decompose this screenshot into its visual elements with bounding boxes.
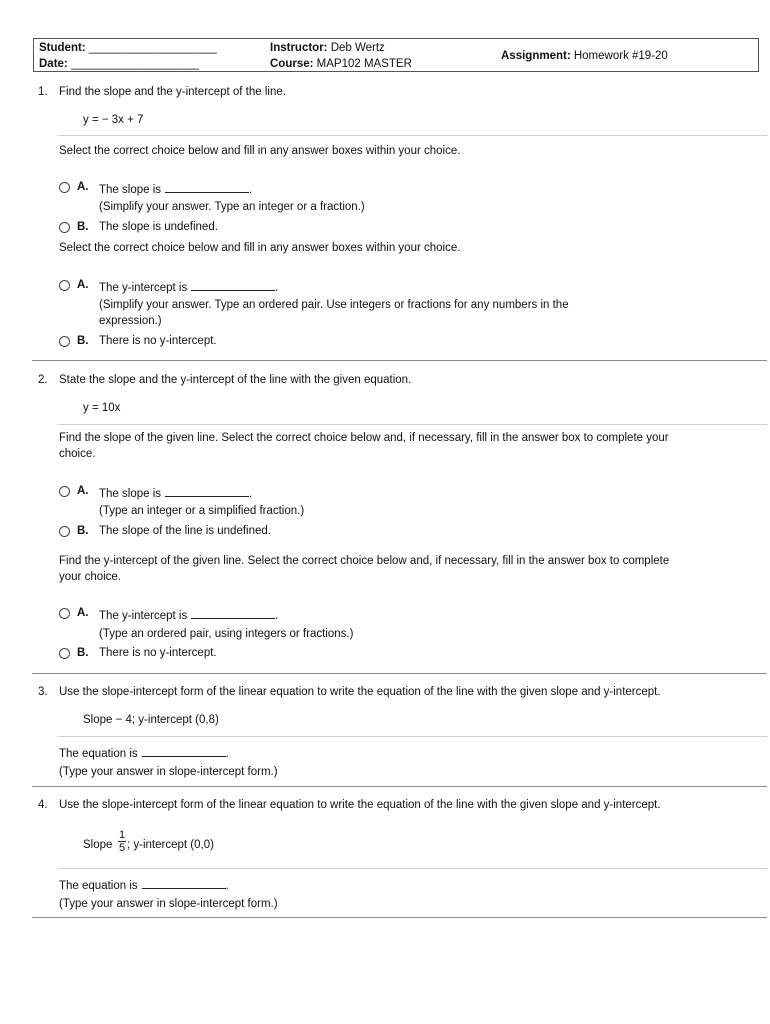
slope-label: Slope: [83, 839, 113, 851]
instruction: your choice.: [59, 571, 122, 583]
choice-text: There is no y-intercept.: [99, 335, 217, 347]
student-field: [39, 40, 217, 56]
radio-button[interactable]: [59, 608, 70, 619]
divider: [58, 868, 767, 869]
hint: (Simplify your answer. Type an integer or a fraction.): [99, 201, 365, 213]
question-prompt: Use the slope-intercept form of the linear equation to write the equation of the line with the given slope and y-intercept.: [59, 799, 661, 811]
divider: [58, 135, 767, 136]
answer-box[interactable]: [142, 745, 226, 757]
answer-box[interactable]: [165, 181, 249, 193]
radio-button[interactable]: [59, 526, 70, 537]
choice-text: The slope is .: [99, 485, 252, 500]
question-number: 1.: [38, 86, 48, 98]
course-field: [270, 56, 412, 72]
question-divider: [32, 673, 767, 674]
assignment-field: [501, 48, 668, 64]
date-field: [39, 56, 199, 72]
divider: [58, 736, 767, 737]
assignment-value: Homework #19-20: [573, 50, 668, 62]
course-value: MAP102 MASTER: [316, 58, 412, 70]
assignment-header: [33, 38, 759, 72]
question-prompt: State the slope and the y-intercept of the line with the given equation.: [59, 374, 412, 386]
radio-button[interactable]: [59, 222, 70, 233]
hint: expression.): [99, 315, 162, 327]
question-divider: [32, 360, 767, 361]
radio-button[interactable]: [59, 486, 70, 497]
instruction: Find the slope of the given line. Select the correct choice below and, if necessary, fill in the answer box to complete your: [59, 432, 669, 444]
choice-text: The slope is undefined.: [99, 221, 218, 233]
choice-letter: A.: [77, 181, 89, 193]
hint: (Type your answer in slope-intercept form.): [59, 766, 278, 778]
choice-letter: B.: [77, 221, 89, 233]
question-number: 3.: [38, 686, 48, 698]
radio-button[interactable]: [59, 648, 70, 659]
hint: (Type an integer or a simplified fraction.): [99, 505, 305, 517]
hint: (Type an ordered pair, using integers or fractions.): [99, 628, 354, 640]
choice-text: There is no y-intercept.: [99, 647, 217, 659]
answer-box[interactable]: [191, 607, 275, 619]
date-label: Date:: [39, 58, 68, 70]
question-prompt: Use the slope-intercept form of the linear equation to write the equation of the line with the given slope and y-intercept.: [59, 686, 661, 698]
choice-letter: B.: [77, 335, 89, 347]
choice-letter: A.: [77, 279, 89, 291]
given-values: Slope − 4; y-intercept (0,8): [83, 714, 219, 726]
date-blank[interactable]: ____________________: [70, 58, 199, 70]
radio-button[interactable]: [59, 182, 70, 193]
instruction: Select the correct choice below and fill in any answer boxes within your choice.: [59, 145, 461, 157]
choice-text: The y-intercept is .: [99, 607, 278, 622]
answer-line: The equation is .: [59, 877, 229, 894]
question-prompt: Find the slope and the y-intercept of the line.: [59, 86, 286, 98]
choice-letter: A.: [77, 607, 89, 619]
course-label: Course:: [270, 58, 314, 70]
answer-line: The equation is .: [59, 745, 229, 762]
equation: y = 10x: [83, 402, 121, 414]
choice-letter: B.: [77, 647, 89, 659]
choice-text: The slope is .: [99, 181, 252, 196]
instructor-field: [270, 40, 385, 56]
question-number: 2.: [38, 374, 48, 386]
question-divider: [32, 786, 767, 787]
instruction: Find the y-intercept of the given line. Select the correct choice below and, if necessary, fill in the answer box to complete: [59, 555, 670, 567]
instruction: choice.: [59, 448, 96, 460]
assignment-label: Assignment:: [501, 50, 571, 62]
answer-box[interactable]: [165, 485, 249, 497]
question-divider: [32, 917, 767, 918]
divider: [58, 424, 767, 425]
fraction-denominator: 5: [118, 842, 126, 854]
student-blank[interactable]: ____________________: [88, 42, 217, 54]
instruction: Select the correct choice below and fill in any answer boxes within your choice.: [59, 242, 461, 254]
question-number: 4.: [38, 799, 48, 811]
choice-text: The slope of the line is undefined.: [99, 525, 271, 537]
slope-fraction: [117, 829, 127, 854]
hint: (Type your answer in slope-intercept form.): [59, 898, 278, 910]
fraction-numerator: 1: [118, 829, 126, 841]
radio-button[interactable]: [59, 280, 70, 291]
student-label: Student:: [39, 42, 86, 54]
given-values: ; y-intercept (0,0): [127, 839, 214, 851]
hint: (Simplify your answer. Type an ordered pair. Use integers or fractions for any numbers in the: [99, 299, 569, 311]
choice-letter: A.: [77, 485, 89, 497]
instructor-value: Deb Wertz: [330, 42, 385, 54]
equation: y = − 3x + 7: [83, 114, 144, 126]
radio-button[interactable]: [59, 336, 70, 347]
answer-box[interactable]: [191, 279, 275, 291]
choice-letter: B.: [77, 525, 89, 537]
answer-box[interactable]: [142, 877, 226, 889]
instructor-label: Instructor:: [270, 42, 328, 54]
choice-text: The y-intercept is .: [99, 279, 278, 294]
